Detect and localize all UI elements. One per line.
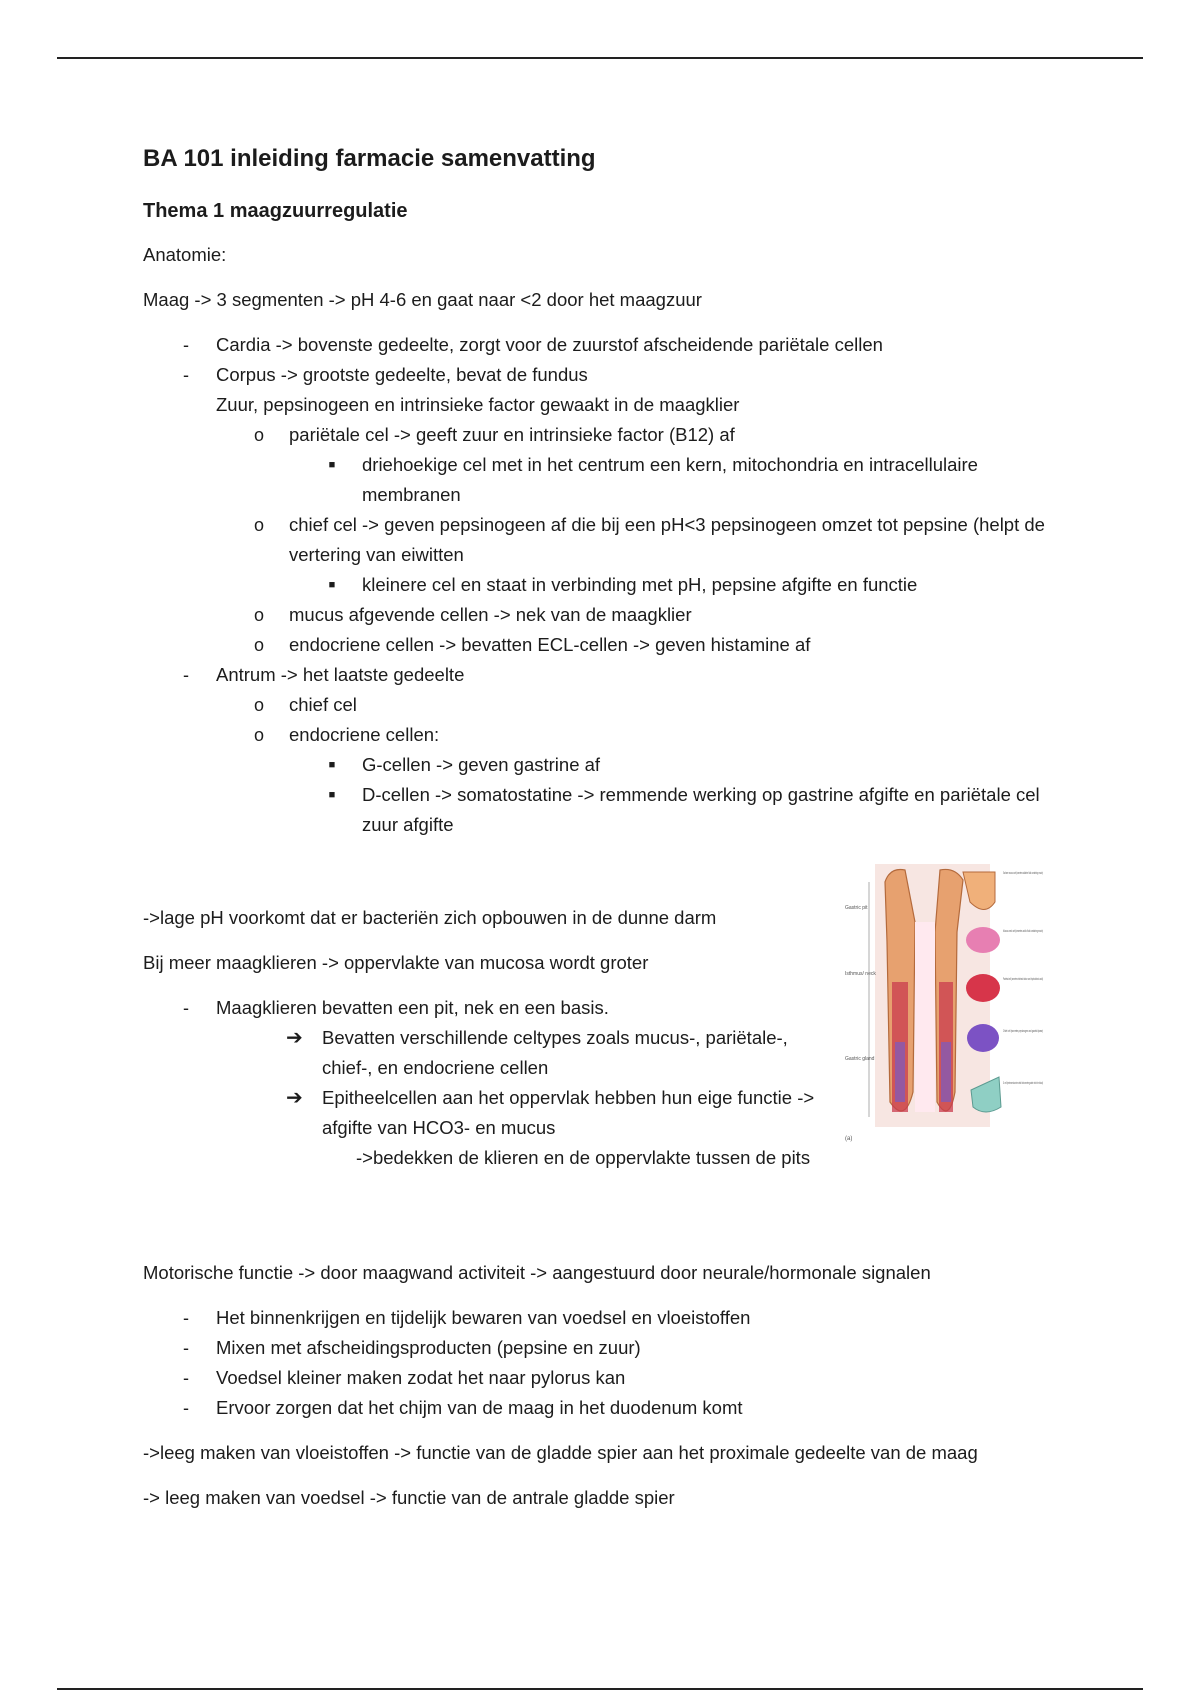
figure-label: Isthmus/ neck [845, 971, 876, 977]
list-item: o chief cel -> geven pepsinogeen af die bij een pH<3 pepsinogeen omzet tot pepsine (helpt de vertering van eiwitten [143, 510, 1063, 570]
arrow-item: ➔ Epitheelcellen aan het oppervlak hebben hun eige functie -> afgifte van HCO3- en mucus [143, 1083, 843, 1143]
top-rule [57, 57, 1143, 59]
low-ph-note: ->lage pH voorkomt dat er bacteriën zich opbouwen in de dunne darm [143, 907, 717, 928]
dash-bullet: - [183, 1338, 189, 1358]
list-item: - Maagklieren bevatten een pit, nek en een basis. [143, 993, 843, 1023]
mucous-neck-cell-icon [966, 927, 1000, 953]
list-item: ■ driehoekige cel met in het centrum een kern, mitochondria en intracellulaire membranen [143, 450, 1063, 510]
list-item: - Het binnenkrijgen en tijdelijk bewaren van voedsel en vloeistoffen [143, 1303, 1103, 1333]
arrow-list [143, 1023, 843, 1143]
square-bullet: ■ [328, 759, 336, 771]
list-item: - Corpus -> grootste gedeelte, bevat de fundus Zuur, pepsinogeen en intrinsieke factor gewaakt in de maagklier [143, 360, 1063, 420]
list-item: o chief cel [143, 690, 1063, 720]
dash-bullet: - [183, 665, 189, 685]
list-item: - Voedsel kleiner maken zodat het naar pylorus kan [143, 1363, 1103, 1393]
dash-bullet: - [183, 998, 189, 1018]
list-item: - Ervoor zorgen dat het chijm van de maag in het duodenum komt [143, 1393, 1103, 1423]
arrow-subnote: ->bedekken de klieren en de oppervlakte tussen de pits [356, 1147, 811, 1168]
list-item: o pariëtale cel -> geeft zuur en intrinsieke factor (B12) af [143, 420, 1063, 450]
circle-bullet: o [253, 515, 264, 535]
empty-food-note: -> leeg maken van voedsel -> functie van de antrale gladde spier [143, 1487, 675, 1508]
figure-label: G cell (enteroendocrine cells that secrete gastrin into the blood) [1003, 1080, 1044, 1085]
anatomie-label: Anatomie: [143, 244, 227, 265]
dash-bullet: - [183, 1368, 189, 1388]
circle-bullet: o [253, 635, 264, 655]
list-item: o endocriene cellen: [143, 720, 1063, 750]
motor-section [143, 1258, 1103, 1528]
circle-bullet: o [253, 425, 264, 445]
chief-cell-icon [967, 1024, 999, 1052]
dash-bullet: - [183, 1398, 189, 1418]
arrow-right-icon: ➔ [286, 1027, 303, 1049]
square-bullet: ■ [328, 579, 336, 591]
square-bullet: ■ [328, 789, 336, 801]
arrow-item: ➔ Bevatten verschillende celtypes zoals mucus-, pariëtale-, chief-, en endocriene cellen [143, 1023, 843, 1083]
gland-list [143, 993, 843, 1023]
list-item: o mucus afgevende cellen -> nek van de maagklier [143, 600, 1063, 630]
dash-bullet: - [183, 335, 189, 355]
circle-bullet: o [253, 695, 264, 715]
list-item: - Mixen met afscheidingsproducten (pepsine en zuur) [143, 1333, 1103, 1363]
list-item: - Antrum -> het laatste gedeelte [143, 660, 1063, 690]
dash-bullet: - [183, 1308, 189, 1328]
document-body [143, 142, 1063, 855]
circle-bullet: o [253, 605, 264, 625]
list-item: ■ kleinere cel en staat in verbinding met pH, pepsine afgifte en functie [143, 570, 1063, 600]
list-item: ■ D-cellen -> somatostatine -> remmende werking op gastrine afgifte en pariëtale cel zuur afgifte [143, 780, 1063, 840]
figure-label: Surface mucous cell (secretes alkaline fluid containing mucin) [1003, 870, 1044, 875]
anatomy-list [143, 330, 1063, 840]
figure-panel-label: (a) [845, 1136, 853, 1142]
section-heading: Thema 1 maagzuurregulatie [143, 200, 408, 222]
list-item: - Cardia -> bovenste gedeelte, zorgt voor de zuurstof afscheidende pariëtale cellen [143, 330, 1063, 360]
maag-intro: Maag -> 3 segmenten -> pH 4-6 en gaat naar <2 door het maagzuur [143, 289, 702, 310]
figure-label: Mucous neck cell (secretes acidic fluid containing mucin) [1003, 928, 1044, 933]
more-glands-note: Bij meer maagklieren -> oppervlakte van mucosa wordt groter [143, 952, 649, 973]
document-title: BA 101 inleiding farmacie samenvatting [143, 145, 596, 172]
circle-bullet: o [253, 725, 264, 745]
chief-cell-layer [895, 1042, 905, 1102]
motor-list [143, 1303, 1103, 1423]
figure-label: Parietal cell (secretes intrinsic factor and hydrochloric acid) [1003, 976, 1044, 981]
figure-label: Gastric pit [845, 905, 868, 911]
list-item: ■ G-cellen -> geven gastrine af [143, 750, 1063, 780]
arrow-right-icon: ➔ [286, 1087, 303, 1109]
chief-cell-layer [941, 1042, 951, 1102]
gland-section [143, 903, 843, 1173]
parietal-cell-icon [966, 974, 1000, 1002]
dash-bullet: - [183, 365, 189, 385]
empty-fluids-note: ->leeg maken van vloeistoffen -> functie van de gladde spier aan het proximale gedeelte van de maag [143, 1442, 978, 1463]
gland-lumen [915, 922, 935, 1112]
motor-heading: Motorische functie -> door maagwand activiteit -> aangestuurd door neurale/hormonale signalen [143, 1262, 931, 1283]
gastric-gland-figure [845, 862, 1045, 1147]
list-item: o endocriene cellen -> bevatten ECL-cellen -> geven histamine af [143, 630, 1063, 660]
figure-label: Chief cell (secretes pepsinogen and gastric lipase) [1003, 1028, 1044, 1033]
figure-label: Gastric gland [845, 1056, 875, 1062]
square-bullet: ■ [328, 459, 336, 471]
bottom-rule [57, 1688, 1143, 1690]
